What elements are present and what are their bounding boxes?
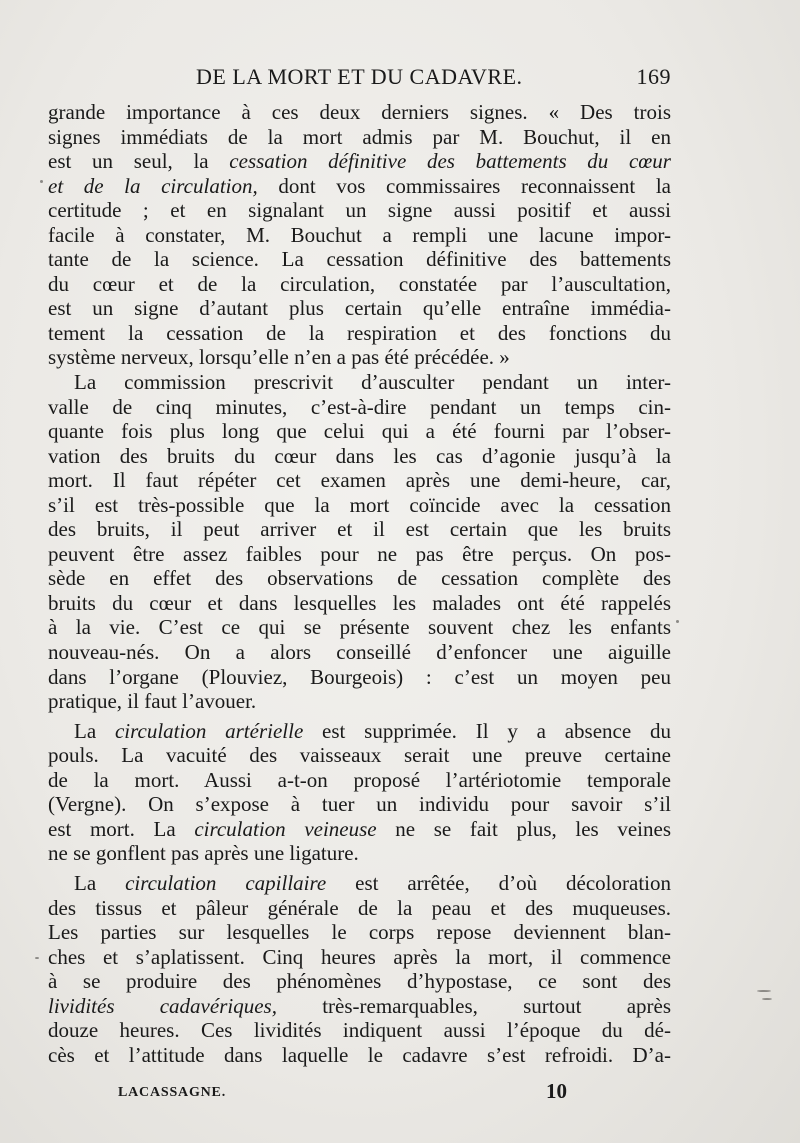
- text-segment: nouveau-nés. On a alors conseillé d’enfoncer une aiguille: [48, 640, 671, 665]
- ink-speck: [762, 998, 772, 1000]
- text-line: [48, 945, 671, 970]
- text-line: [48, 444, 671, 469]
- printer-signature: LACASSAGNE.: [118, 1085, 226, 1100]
- text-segment: est arrêtée, d’où décoloration: [326, 870, 671, 895]
- text-segment: ches et s’aplatissent. Cinq heures après la mort, il commence: [48, 944, 671, 969]
- text-line: [48, 247, 671, 272]
- text-segment: à la vie. C’est ce qui se présente souvent chez les enfants: [48, 615, 671, 640]
- text-line: [48, 1018, 671, 1043]
- text-segment: vation des bruits du cœur dans les cas d’agonie jusqu’à la: [48, 443, 671, 468]
- text-line: [48, 665, 671, 690]
- text-segment: est supprimée. Il y a absence du: [303, 718, 671, 743]
- text-line: [48, 517, 671, 542]
- text-segment: tante de la science. La cessation définitive des battements: [48, 247, 671, 272]
- text-segment: est un signe d’autant plus certain qu’elle entraîne immédia-: [48, 296, 671, 321]
- italic-text: circulation veineuse: [194, 816, 377, 841]
- text-line: [48, 419, 671, 444]
- text-segment: est mort. La: [48, 816, 195, 841]
- text-segment: cès et l’attitude dans laquelle le cadavre s’est refroidi. D’a-: [48, 1042, 671, 1067]
- text-line: [48, 768, 671, 793]
- text-line: [48, 542, 671, 567]
- ink-speck: [35, 957, 39, 959]
- text-line: [48, 321, 671, 346]
- ink-speck: [40, 180, 43, 183]
- text-line: [48, 615, 671, 640]
- text-line: [48, 198, 671, 223]
- text-line: [48, 566, 671, 591]
- text-line: [48, 370, 671, 395]
- running-title: DE LA MORT ET DU CADAVRE.: [196, 64, 523, 89]
- text-segment: ne se gonflent pas après une ligature.: [48, 841, 359, 866]
- text-segment: tement la cessation de la respiration et des fonctions du: [48, 320, 671, 345]
- text-segment: grande importance à ces deux derniers signes. « Des trois: [48, 100, 671, 124]
- text-segment: dans l’organe (Plouviez, Bourgeois) : c’est un moyen peu: [48, 664, 671, 689]
- text-line: [48, 994, 671, 1019]
- text-segment: à se produire des phénomènes d’hypostase, ce sont des: [48, 969, 671, 994]
- running-head: [48, 64, 671, 96]
- text-line: [48, 871, 671, 896]
- page-number: 169: [636, 64, 671, 89]
- sheet-number: 10: [546, 1079, 567, 1103]
- ink-speck: [676, 620, 679, 623]
- italic-text: lividités cadavériques,: [48, 993, 277, 1018]
- text-line: [48, 125, 671, 150]
- text-line: [48, 591, 671, 616]
- text-segment: pratique, il faut l’avouer.: [48, 689, 257, 714]
- text-segment: s’il est très-possible que la mort coïncide avec la cessation: [48, 492, 671, 517]
- ink-speck: [757, 990, 771, 992]
- text-line: [48, 920, 671, 945]
- text-segment: de la mort. Aussi a-t-on proposé l’artériotomie temporale: [48, 767, 671, 792]
- text-segment: facile à constater, M. Bouchut a rempli une lacune impor-: [48, 222, 671, 247]
- text-segment: La: [74, 870, 126, 895]
- text-segment: douze heures. Ces lividités indiquent aussi l’époque du dé-: [48, 1018, 671, 1043]
- text-segment: des tissus et pâleur générale de la peau et des muqueuses.: [48, 895, 671, 920]
- text-line: [48, 792, 671, 817]
- text-segment: Les parties sur lesquelles le corps repose deviennent blan-: [48, 920, 671, 945]
- text-line: [48, 743, 671, 768]
- text-segment: très-remarquables, surtout après: [276, 993, 671, 1018]
- text-line: [48, 817, 671, 842]
- text-segment: peuvent être assez faibles pour ne pas être perçus. On pos-: [48, 541, 671, 566]
- text-line: [48, 272, 671, 297]
- text-line: [48, 395, 671, 420]
- text-segment: des bruits, il peut arriver et il est certain que les bruits: [48, 517, 671, 542]
- text-segment: La commission prescrivit d’ausculter pendant un inter-: [74, 370, 671, 395]
- text-segment: sède en effet des observations de cessation complète des: [48, 566, 671, 591]
- text-line: [48, 149, 671, 174]
- text-segment: ne se fait plus, les veines: [376, 816, 671, 841]
- text-segment: bruits du cœur et dans lesquelles les malades ont été rappelés: [48, 590, 671, 615]
- text-line: [48, 296, 671, 321]
- text-segment: quante fois plus long que celui qui a été fourni par l’obser-: [48, 419, 671, 444]
- italic-text: circulation artérielle: [114, 718, 304, 743]
- text-line: [48, 468, 671, 493]
- italic-text: cessation définitive des battements du cœur: [229, 149, 671, 174]
- text-segment: dont vos commissaires reconnaissent la: [257, 173, 671, 198]
- page-footer: [118, 1079, 568, 1109]
- text-line: [48, 719, 671, 744]
- text-segment: certitude ; et en signalant un signe aussi positif et aussi: [48, 198, 671, 223]
- text-line: [48, 1043, 671, 1068]
- text-line: [48, 493, 671, 518]
- text-segment: valle de cinq minutes, c’est-à-dire pendant un temps cin-: [48, 394, 671, 419]
- text-segment: système nerveux, lorsqu’elle n’en a pas été précédée. »: [48, 345, 510, 370]
- text-line: [48, 689, 671, 714]
- text-segment: est un seul, la: [48, 149, 230, 174]
- text-line: [48, 223, 671, 248]
- text-segment: mort. Il faut répéter cet examen après une demi-heure, car,: [48, 468, 671, 493]
- text-line: [48, 841, 671, 866]
- text-line: [48, 640, 671, 665]
- body-text: [48, 100, 671, 1067]
- text-segment: pouls. La vacuité des vaisseaux serait une preuve certaine: [48, 743, 671, 768]
- text-segment: (Vergne). On s’expose à tuer un individu pour savoir s’il: [48, 792, 671, 817]
- text-line: [48, 174, 671, 199]
- italic-text: circulation capillaire: [125, 870, 327, 895]
- text-line: [48, 896, 671, 921]
- text-segment: signes immédiats de la mort admis par M. Bouchut, il en: [48, 124, 671, 149]
- text-line: [48, 100, 671, 125]
- italic-text: et de la circulation,: [48, 173, 258, 198]
- text-line: [48, 969, 671, 994]
- text-segment: du cœur et de la circulation, constatée par l’auscultation,: [48, 271, 671, 296]
- text-segment: La: [74, 718, 115, 743]
- text-line: [48, 345, 671, 370]
